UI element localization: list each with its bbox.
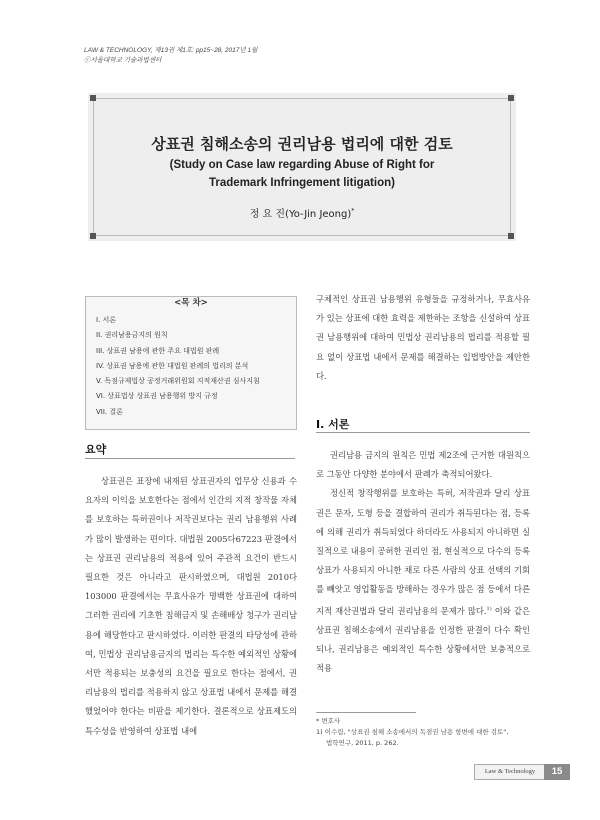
- summary-text: 상표권은 표장에 내재된 상표권자의 업무상 신용과 수요자의 이익을 보호한다는 점에서 인간의 지적 창작물 자체를 보호하는 특허권이나 저작권보다는 권리 남용행위 사례가 많이 발생하는 편이다. 대법원 2005다67223 판결에서는 상표권 권리남용의 적용에 있어 주관적 요건이 반드시 필요한 것은 아니라고 판시하였으며, 대법원 2010다103000 판결에서는 무효사유가 명백한 상표권에 대하여 그러한 권리에 기초한 침해금지 및 손해배상 청구가 권리남용에 해당한다고 판시하였다. 이러한 판결의 타당성에 관하여, 민법상 권리남용금지의 법리는 특수한 예외적인 상황에서만 적용되는 보충성의 요건을 필요로 한다는 점에서, 권리남용의 법리를 적용하지 않고 상표법 내에서 문제를 해결했었어야 한다는 비판을 제기한다. 결론적으로 상표제도의 특수성을 반영하여 상표법 내에: [85, 476, 297, 736]
- author-note: * 변호사: [316, 717, 341, 725]
- toc-item: I. 서론: [96, 316, 117, 324]
- page-number: 15: [544, 764, 570, 780]
- footnote-1-line1: 1) 이수림, "상표권 침해 소송에서의 독점권 남용 항변에 대한 검토",: [316, 728, 509, 736]
- title-korean: 상표권 침해소송의 권리남용 법리에 대한 검토: [151, 135, 453, 153]
- toc-list: [96, 313, 260, 420]
- divider: [85, 458, 295, 459]
- journal-footer: Law & Technology: [474, 764, 546, 780]
- corner-square-icon: [90, 233, 96, 239]
- author-footnote-mark: *: [351, 207, 355, 215]
- header-citation: LAW & TECHNOLOGY, 제13권 제1호: pp15~28, 2017년 1월: [84, 47, 258, 54]
- toc-item: III. 상표권 남용에 관한 주요 대법원 판례: [96, 346, 220, 355]
- intro-body: [316, 446, 530, 678]
- footnote-ref: 1): [486, 605, 492, 612]
- footnotes: [316, 716, 508, 749]
- title-english: [88, 156, 516, 192]
- corner-square-icon: [508, 233, 514, 239]
- toc-item: IV. 상표권 남용에 관한 대법원 판례의 법리의 분석: [96, 361, 249, 370]
- header-copyright: ⓒ서울대학교 기술과법센터: [84, 57, 162, 64]
- toc-item: VI. 상표법상 상표권 남용행위 방지 규정: [96, 392, 218, 401]
- author: [88, 205, 516, 220]
- summary-heading: 요약: [85, 443, 107, 456]
- intro-paragraph-1: 권리남용 금지의 원칙은 민법 제2조에 근거한 대원칙으로 그동안 다양한 분야에서 판례가 축적되어왔다.: [316, 450, 530, 480]
- footnote-1-line2: 법학연구, 2011, p. 262.: [326, 739, 399, 747]
- intro-paragraph-2: [316, 484, 530, 678]
- summary-continued-text: 구체적인 상표권 남용행위 유형들을 규정하거나, 무효사유가 있는 상표에 대한 효력을 제한하는 조항을 신설하여 상표권 남용행위에 대하여 민법상 권리남용의 법리를 적용할 필요 없이 상표법 내에서 문제를 해결하는 입법방안을 제안한다.: [316, 294, 530, 381]
- toc-item: V. 독점규제법상 공정거래위원회 지적재산권 심사지침: [96, 377, 260, 386]
- footnote-divider: [316, 712, 416, 713]
- toc-item: VII. 결론: [96, 407, 123, 416]
- author-name: 정 요 진(Yo-Jin Jeong): [249, 209, 352, 220]
- toc-title: <목 차>: [174, 298, 208, 308]
- title-english-line2: Trademark Infringement litigation): [209, 177, 395, 189]
- corner-square-icon: [508, 95, 514, 101]
- running-header: [84, 46, 257, 66]
- divider: [316, 432, 530, 433]
- intro-heading: I. 서론: [316, 418, 350, 431]
- table-of-contents: [85, 296, 297, 430]
- title-english-line1: (Study on Case law regarding Abuse of Right for: [169, 159, 435, 171]
- toc-item: II. 권리남용금지의 원칙: [96, 331, 168, 340]
- corner-square-icon: [90, 95, 96, 101]
- intro-paragraph-2-rest: 이와 같은 상표권 침해소송에서 권리남용을 인정한 판결이 다수 확인되나, 권리남용은 예외적인 특수한 상황에서만 보충적으로 적용: [316, 605, 530, 673]
- title-box: [88, 93, 516, 241]
- intro-paragraph-2-text: 정신적 창작행위를 보호하는 특허, 저작권과 달리 상표권은 문자, 도형 등을 결합하여 권리가 취득된다는 점, 등록에 의해 권리가 취득되었다 하더라도 사용되지 아니하면 실질적으로 내용이 공허한 권리인 점, 현실적으로 다수의 등록상표가 사용되지 아니한 채로 다른 사람의 상표 선택의 기회를 빼앗고 영업활동을 방해하는 경우가 많은 점 등에서 다른 지적 재산권법과 달리 권리남용의 문제가 많다.: [316, 488, 530, 616]
